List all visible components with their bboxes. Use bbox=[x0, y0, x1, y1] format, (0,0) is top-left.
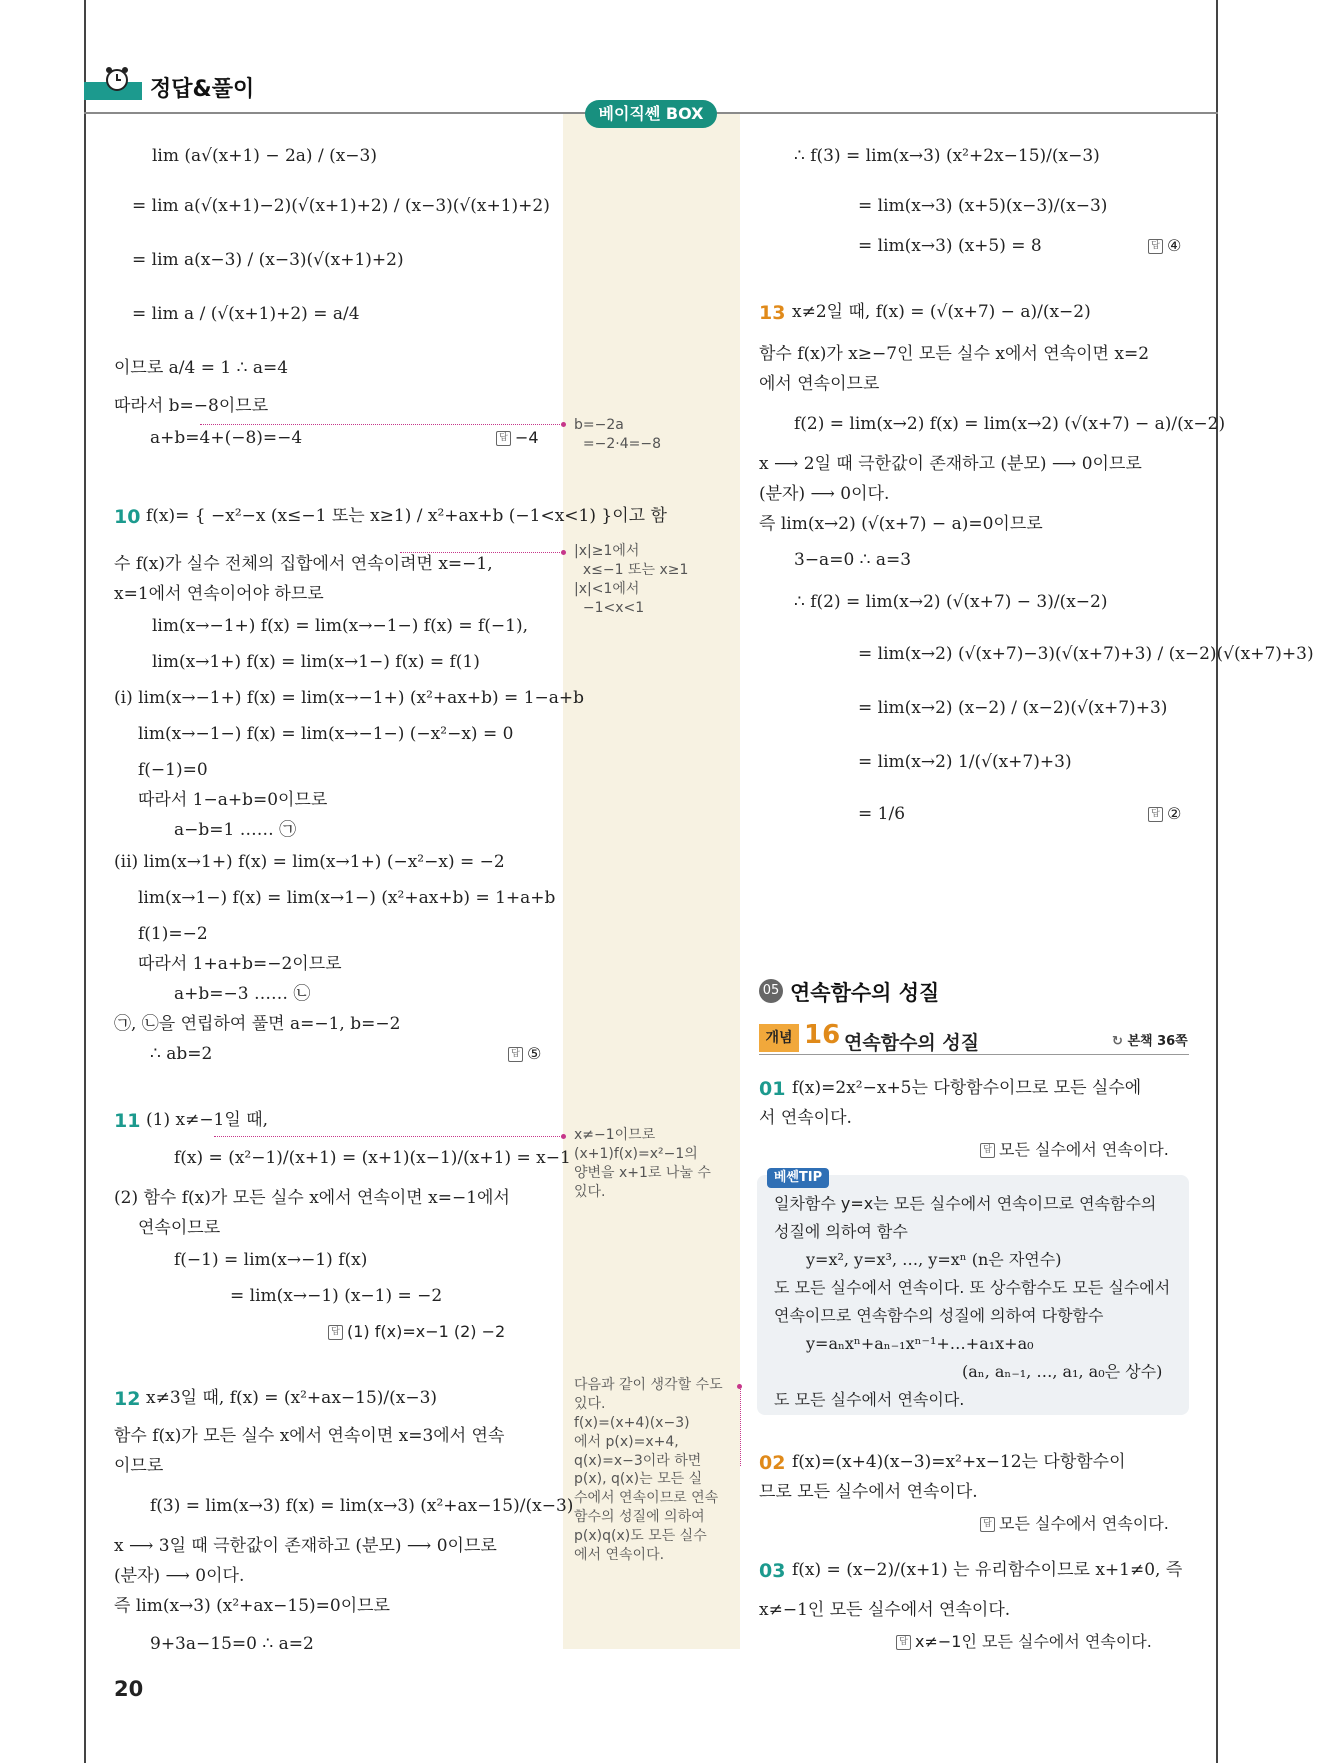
answer-icon: 답 bbox=[980, 1143, 995, 1158]
q11-line: f(−1) = lim(x→−1) f(x) bbox=[174, 1250, 368, 1270]
q13-line: = lim(x→2) (x−2) / (x−2)(√(x+7)+3) bbox=[858, 698, 1168, 718]
guide-line bbox=[400, 552, 564, 553]
q13-line: 3−a=0 ∴ a=3 bbox=[794, 550, 912, 570]
guide-dot bbox=[561, 1134, 566, 1139]
tip-line: 연속이므로 연속함수의 성질에 의하여 다항함수 bbox=[774, 1306, 1104, 1325]
concept-number: 16 bbox=[804, 1020, 841, 1050]
left-line: 이므로 a/4 = 1 ∴ a=4 bbox=[114, 358, 289, 378]
concept-tag: 개념 bbox=[759, 1024, 799, 1052]
q13-line: ∴ f(2) = lim(x→2) (√(x+7) − 3)/(x−2) bbox=[794, 592, 1108, 612]
q10-line: f(x)= { −x²−x (x≤−1 또는 x≥1) / x²+ax+b (−1<x<1) }이고 함 bbox=[146, 506, 667, 526]
box-note: b=−2a =−2·4=−8 bbox=[574, 417, 661, 452]
q10-line: f(1)=−2 bbox=[138, 924, 208, 944]
q11-line: (1) x≠−1일 때, bbox=[146, 1110, 269, 1130]
right-line: ∴ f(3) = lim(x→3) (x²+2x−15)/(x−3) bbox=[794, 146, 1100, 166]
answer-mark: 답 −4 bbox=[496, 428, 539, 448]
p01-line: f(x)=2x²−x+5는 다항함수이므로 모든 실수에 bbox=[792, 1078, 1142, 1098]
box-note: 다음과 같이 생각할 수도 있다. f(x)=(x+4)(x−3) 에서 p(x)=x+4, q(x)=x−3이라 하면 p(x), q(x)는 모든 실 수에서 연속이므로 연속 함수의 성질에 의하여 p(x)q(x)도 모든 실수 에서 연속이다. bbox=[574, 1377, 723, 1564]
q10-line: ∴ ab=2 bbox=[150, 1044, 213, 1064]
left-line: = lim a(√(x+1)−2)(√(x+1)+2) / (x−3)(√(x+1)+2) bbox=[132, 196, 550, 216]
p03-line: x≠−1인 모든 실수에서 연속이다. bbox=[759, 1600, 1011, 1620]
left-line: a+b=4+(−8)=−4 bbox=[150, 428, 303, 448]
q12-line: 함수 f(x)가 모든 실수 x에서 연속이면 x=3에서 연속 bbox=[114, 1426, 505, 1446]
answer-mark: 답 x≠−1인 모든 실수에서 연속이다. bbox=[896, 1632, 1152, 1652]
q13-line: f(2) = lim(x→2) f(x) = lim(x→2) (√(x+7) − a)/(x−2) bbox=[794, 414, 1226, 434]
q12-line: 이므로 bbox=[114, 1456, 164, 1476]
q12-line: f(3) = lim(x→3) f(x) = lim(x→3) (x²+ax−15)/(x−3) bbox=[150, 1496, 574, 1516]
q11-line: (2) 함수 f(x)가 모든 실수 x에서 연속이면 x=−1에서 bbox=[114, 1188, 510, 1208]
left-line: = lim a / (√(x+1)+2) = a/4 bbox=[132, 304, 360, 324]
p02-line: f(x)=(x+4)(x−3)=x²+x−12는 다항함수이 bbox=[792, 1452, 1126, 1472]
q10-line: lim(x→−1−) f(x) = lim(x→−1−) (−x²−x) = 0 bbox=[138, 724, 514, 744]
page-border-right bbox=[1216, 0, 1218, 1763]
q10-line: lim(x→−1+) f(x) = lim(x→−1−) f(x) = f(−1), bbox=[152, 616, 529, 636]
q10-line: 따라서 1+a+b=−2이므로 bbox=[138, 954, 342, 974]
answer-icon: 답 bbox=[508, 1047, 523, 1062]
tip-line: 도 모든 실수에서 연속이다. 또 상수함수도 모든 실수에서 bbox=[774, 1278, 1171, 1297]
tip-line: (aₙ, aₙ₋₁, …, a₁, a₀은 상수) bbox=[962, 1362, 1163, 1381]
answer-icon: 답 bbox=[896, 1635, 911, 1650]
q12-line: x≠3일 때, f(x) = (x²+ax−15)/(x−3) bbox=[146, 1388, 438, 1408]
guide-line bbox=[740, 1386, 741, 1466]
right-line: = lim(x→3) (x+5)(x−3)/(x−3) bbox=[858, 196, 1108, 216]
q13-line: 함수 f(x)가 x≥−7인 모든 실수 x에서 연속이면 x=2 bbox=[759, 344, 1150, 364]
page-number: 20 bbox=[114, 1677, 144, 1701]
q10-line: f(−1)=0 bbox=[138, 760, 208, 780]
q10-line: (i) lim(x→−1+) f(x) = lim(x→−1+) (x²+ax+b) = 1−a+b bbox=[114, 688, 585, 708]
q11-line: 연속이므로 bbox=[138, 1218, 221, 1238]
answer-mark: 답 (1) f(x)=x−1 (2) −2 bbox=[328, 1322, 505, 1342]
q10-line: a+b=−3 …… ㉡ bbox=[174, 984, 311, 1004]
p01-line: 서 연속이다. bbox=[759, 1108, 852, 1128]
box-note: |x|≥1에서 x≤−1 또는 x≥1 |x|<1에서 −1<x<1 bbox=[574, 543, 689, 616]
tip-line: 도 모든 실수에서 연속이다. bbox=[774, 1390, 965, 1409]
guide-dot bbox=[561, 422, 566, 427]
q13-line: (분자) ⟶ 0이다. bbox=[759, 484, 890, 504]
q12-line: x ⟶ 3일 때 극한값이 존재하고 (분모) ⟶ 0이므로 bbox=[114, 1536, 497, 1556]
q13-line: 즉 lim(x→2) (√(x+7) − a)=0이므로 bbox=[759, 514, 1043, 534]
q11-line: f(x) = (x²−1)/(x+1) = (x+1)(x−1)/(x+1) = x−1 bbox=[174, 1148, 571, 1168]
q13-line: = 1/6 bbox=[858, 804, 906, 824]
answer-mark: 답 ⑤ bbox=[508, 1044, 541, 1064]
q13-line: 에서 연속이므로 bbox=[759, 374, 880, 394]
answer-icon: 답 bbox=[328, 1325, 343, 1340]
q10-line: lim(x→1−) f(x) = lim(x→1−) (x²+ax+b) = 1+a+b bbox=[138, 888, 556, 908]
question-number: 10 bbox=[114, 506, 141, 528]
basic-box-label: 베이직쎈 BOX bbox=[585, 100, 717, 128]
q10-line: 수 f(x)가 실수 전체의 집합에서 연속이려면 x=−1, bbox=[114, 554, 493, 574]
answer-mark: 답 모든 실수에서 연속이다. bbox=[980, 1140, 1169, 1160]
q11-line: = lim(x→−1) (x−1) = −2 bbox=[230, 1286, 443, 1306]
q10-line: (ii) lim(x→1+) f(x) = lim(x→1+) (−x²−x) = −2 bbox=[114, 852, 505, 872]
box-note: x≠−1이므로 (x+1)f(x)=x²−1의 양변을 x+1로 나눌 수 있다. bbox=[574, 1127, 711, 1200]
concept-title: 연속함수의 성질 bbox=[844, 1032, 980, 1054]
q13-line: x ⟶ 2일 때 극한값이 존재하고 (분모) ⟶ 0이므로 bbox=[759, 454, 1142, 474]
answer-icon: 답 bbox=[1148, 239, 1163, 254]
tip-line: 성질에 의하여 함수 bbox=[774, 1222, 908, 1241]
q12-line: 즉 lim(x→3) (x²+ax−15)=0이므로 bbox=[114, 1596, 390, 1616]
question-number: 12 bbox=[114, 1388, 141, 1410]
left-line: lim (a√(x+1) − 2a) / (x−3) bbox=[152, 146, 377, 166]
q10-line: x=1에서 연속이어야 하므로 bbox=[114, 584, 324, 604]
p02-line: 므로 모든 실수에서 연속이다. bbox=[759, 1482, 978, 1502]
q10-line: 따라서 1−a+b=0이므로 bbox=[138, 790, 328, 810]
answer-icon: 답 bbox=[1148, 807, 1163, 822]
question-number: 11 bbox=[114, 1110, 141, 1132]
answer-mark: 답 모든 실수에서 연속이다. bbox=[980, 1514, 1169, 1534]
question-number: 02 bbox=[759, 1452, 786, 1474]
section-title: 연속함수의 성질 bbox=[790, 981, 940, 1005]
q13-line: = lim(x→2) 1/(√(x+7)+3) bbox=[858, 752, 1072, 772]
left-line: 따라서 b=−8이므로 bbox=[114, 396, 269, 416]
answer-icon: 답 bbox=[980, 1517, 995, 1532]
refresh-icon: ↻ bbox=[1112, 1034, 1123, 1049]
question-number: 01 bbox=[759, 1078, 786, 1100]
q10-line: lim(x→1+) f(x) = lim(x→1−) f(x) = f(1) bbox=[152, 652, 480, 672]
tip-line: 일차함수 y=x는 모든 실수에서 연속이므로 연속함수의 bbox=[774, 1194, 1157, 1213]
p03-line: f(x) = (x−2)/(x+1) 는 유리함수이므로 x+1≠0, 즉 bbox=[792, 1560, 1183, 1580]
answer-mark: 답 ② bbox=[1148, 804, 1181, 824]
question-number: 13 bbox=[759, 302, 786, 324]
q10-line: ㉠, ㉡을 연립하여 풀면 a=−1, b=−2 bbox=[114, 1014, 401, 1034]
section-number-badge: 05 bbox=[759, 979, 783, 1003]
tip-label: 베쎈TIP bbox=[767, 1168, 829, 1188]
tip-line: y=x², y=x³, …, y=xⁿ (n은 자연수) bbox=[806, 1250, 1062, 1269]
guide-dot bbox=[561, 550, 566, 555]
guide-line bbox=[214, 1136, 564, 1137]
q13-line: x≠2일 때, f(x) = (√(x+7) − a)/(x−2) bbox=[792, 302, 1091, 322]
answer-icon: 답 bbox=[496, 431, 511, 446]
page-border-left bbox=[84, 0, 86, 1763]
q12-line: 9+3a−15=0 ∴ a=2 bbox=[150, 1634, 314, 1654]
question-number: 03 bbox=[759, 1560, 786, 1582]
right-line: = lim(x→3) (x+5) = 8 bbox=[858, 236, 1042, 256]
guide-line bbox=[200, 424, 564, 425]
q12-line: (분자) ⟶ 0이다. bbox=[114, 1566, 245, 1586]
concept-reference: ↻ 본책 36쪽 bbox=[1112, 1034, 1188, 1049]
q13-line: = lim(x→2) (√(x+7)−3)(√(x+7)+3) / (x−2)(√(x+7)+3) bbox=[858, 644, 1314, 664]
alarm-clock-icon bbox=[104, 66, 130, 92]
header-title: 정답&풀이 bbox=[150, 77, 255, 102]
q10-line: a−b=1 …… ㉠ bbox=[174, 820, 297, 840]
tip-line: y=aₙxⁿ+aₙ₋₁xⁿ⁻¹+…+a₁x+a₀ bbox=[806, 1334, 1034, 1353]
answer-mark: 답 ④ bbox=[1148, 236, 1181, 256]
left-line: = lim a(x−3) / (x−3)(√(x+1)+2) bbox=[132, 250, 404, 270]
